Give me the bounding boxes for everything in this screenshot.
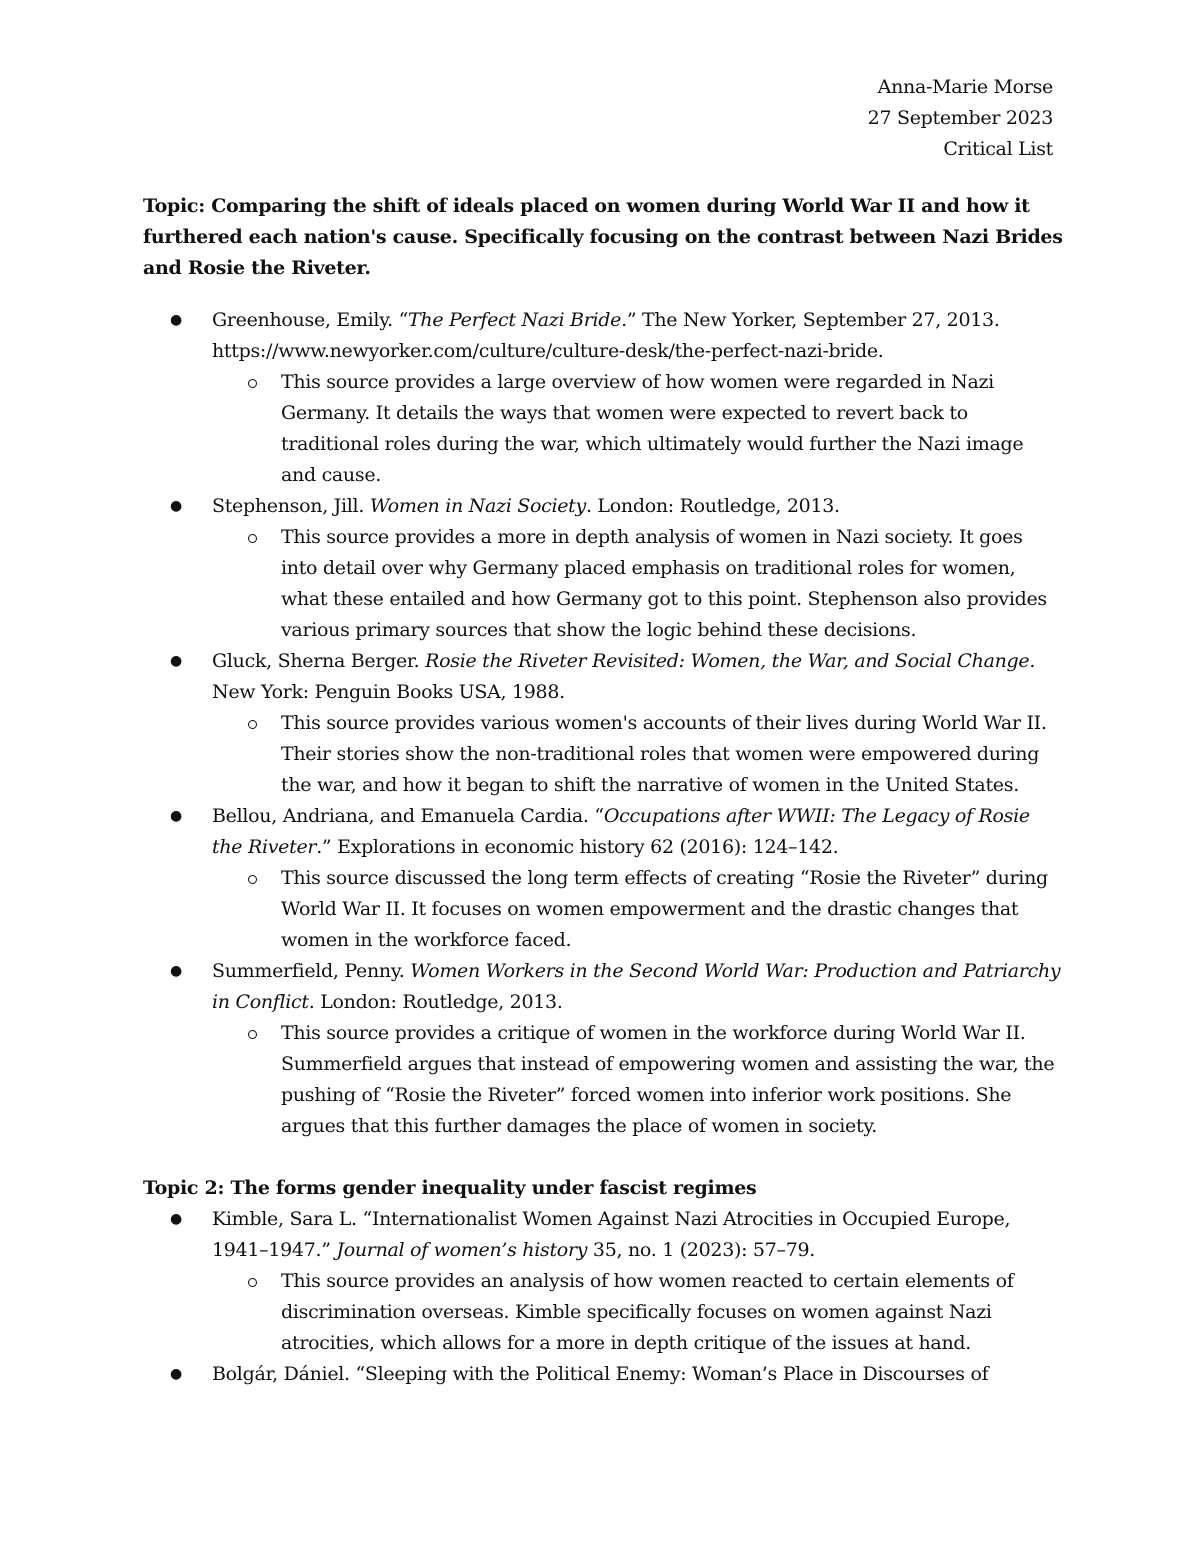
source-annotation — [210, 863, 1063, 956]
source-entry — [143, 801, 1063, 956]
author-name: Anna-Marie Morse — [877, 76, 1053, 98]
hollow-bullet-icon — [248, 1030, 257, 1039]
citation-title: Occupations after WWII: The Legacy of Rosie the Riveter — [212, 805, 1030, 858]
bullet-icon: ● — [170, 1366, 182, 1382]
source-annotation-list — [212, 863, 1063, 956]
source-entry — [143, 646, 1063, 801]
citation-text: . London: Routledge, 2013. — [585, 495, 840, 517]
hollow-bullet-icon — [248, 875, 257, 884]
topic-2-source-list — [143, 1204, 1063, 1390]
annotation-text: This source provides an analysis of how women reacted to certain elements of discrimination overseas. Kimble specifically focuses on women against Nazi atrocities, which allows for a more in depth critique of the issues at hand. — [281, 1270, 1014, 1354]
citation-text: Greenhouse, Emily. “ — [212, 309, 409, 331]
citation-text: Stephenson, Jill. — [212, 495, 370, 517]
topic-1-heading: Topic: Comparing the shift of ideals placed on women during World War II and how it furthered each nation's cause. Specifically focusing on the contrast between Nazi Brides and Rosie the Riveter. — [143, 195, 1063, 279]
topic-2-heading: Topic 2: The forms gender inequality under fascist regimes — [143, 1177, 757, 1199]
bullet-icon: ● — [170, 312, 182, 328]
document-body — [143, 191, 1063, 1390]
citation-text: Summerfield, Penny. — [212, 960, 411, 982]
source-annotation-list — [212, 708, 1063, 801]
source-annotation-list — [212, 522, 1063, 646]
citation-text: . London: Routledge, 2013. — [308, 991, 563, 1013]
source-annotation — [210, 367, 1063, 491]
bullet-icon: ● — [170, 498, 182, 514]
source-entry — [143, 305, 1063, 491]
source-entry — [143, 1359, 1063, 1390]
document-header — [868, 72, 1053, 165]
citation-title: Women in Nazi Society — [369, 495, 586, 517]
annotation-text: This source provides various women's accounts of their lives during World War II. Their stories show the non-traditional roles that women were empowered during the war, and how it began to shift the narrative of women in the United States. — [281, 712, 1047, 796]
citation-text: .” The New Yorker, September 27, 2013. https://www.newyorker.com/culture/culture-desk/the-perfect-nazi-bride. — [212, 309, 1000, 362]
source-annotation — [210, 1018, 1063, 1142]
citation-text: .” Explorations in economic history 62 (2016): 124–142. — [316, 836, 839, 858]
source-annotation — [210, 1266, 1063, 1359]
annotation-text: This source discussed the long term effects of creating “Rosie the Riveter” during World War II. It focuses on women empowerment and the drastic changes that women in the workforce faced. — [281, 867, 1048, 951]
annotation-text: This source provides a more in depth analysis of women in Nazi society. It goes into detail over why Germany placed emphasis on traditional roles for women, what these entailed and how Germany got to this point. Stephenson also provides various primary sources that show the logic behind these decisions. — [281, 526, 1047, 641]
source-annotation-list — [212, 1018, 1063, 1142]
citation-text: Gluck, Sherna Berger. — [212, 650, 426, 672]
bullet-icon: ● — [170, 808, 182, 824]
hollow-bullet-icon — [248, 534, 257, 543]
citation-title: Journal of women’s history — [336, 1239, 588, 1261]
citation-text: Bellou, Andriana, and Emanuela Cardia. “ — [212, 805, 604, 827]
source-annotation — [210, 522, 1063, 646]
citation-title: Women Workers in the Second World War: Production and Patriarchy in Conflict — [212, 960, 1061, 1013]
bullet-icon: ● — [170, 1211, 182, 1227]
topic-1-source-list — [143, 305, 1063, 1142]
citation-title: The Perfect Nazi Bride — [408, 309, 622, 331]
bullet-icon: ● — [170, 653, 182, 669]
annotation-text: This source provides a critique of women in the workforce during World War II. Summerfield argues that instead of empowering women and assisting the war, the pushing of “Rosie the Riveter” forced women into inferior work positions. She argues that this further damages the place of women in society. — [281, 1022, 1055, 1137]
citation-text: Bolgár, Dániel. “Sleeping with the Political Enemy: Woman’s Place in Discourses of — [212, 1363, 989, 1385]
source-annotation — [210, 708, 1063, 801]
annotation-text: This source provides a large overview of how women were regarded in Nazi Germany. It details the ways that women were expected to revert back to traditional roles during the war, which ultimately would further the Nazi image and cause. — [281, 371, 1024, 486]
document-date: 27 September 2023 — [867, 107, 1053, 129]
citation-text: 35, no. 1 (2023): 57–79. — [587, 1239, 816, 1261]
citation-text: Kimble, Sara L. “Internationalist Women Against Nazi Atrocities in Occupied Europe, 1941–1947.” — [212, 1208, 1011, 1261]
hollow-bullet-icon — [248, 720, 257, 729]
citation-title: Rosie the Riveter Revisited: Women, the War, and Social Change — [425, 650, 1030, 672]
source-entry — [143, 956, 1063, 1142]
citation-text: . New York: Penguin Books USA, 1988. — [212, 650, 1036, 703]
bullet-icon: ● — [170, 963, 182, 979]
source-entry — [143, 1204, 1063, 1359]
source-annotation-list — [212, 367, 1063, 491]
hollow-bullet-icon — [248, 379, 257, 388]
document-type: Critical List — [943, 138, 1053, 160]
source-entry — [143, 491, 1063, 646]
source-annotation-list — [212, 1266, 1063, 1359]
hollow-bullet-icon — [248, 1278, 257, 1287]
